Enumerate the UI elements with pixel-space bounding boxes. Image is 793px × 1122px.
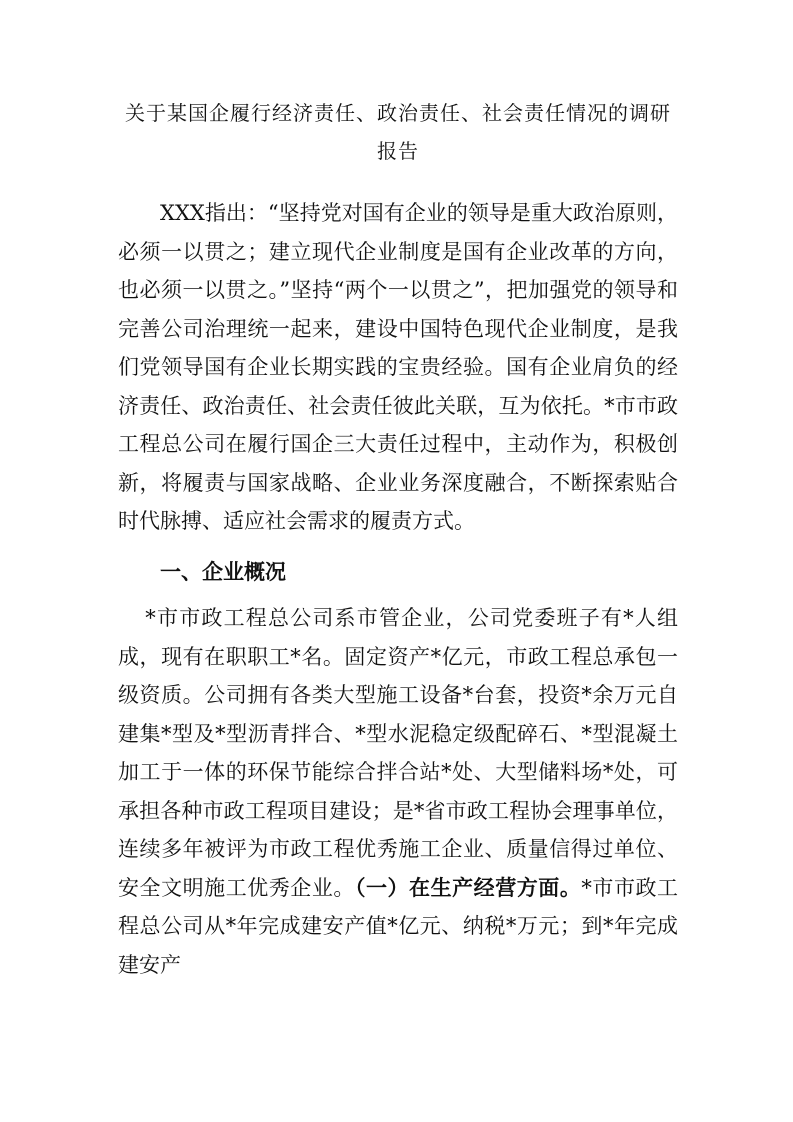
overview-text: *市市政工程总公司系市管企业，公司党委班子有*人组成，现有在职职工*名。固定资产*亿元，市政工程总承包一级资质。公司拥有各类大型施工设备*台套，投资*余万元自建集*型及*型沥青拌合、*型水泥稳定级配碎石、*型混凝土加工于一体的环保节能综合拌合站*处、大型储料场*处，可承担各种市政工程项目建设；是*省市政工程协会理事单位，连续多年被评为市政工程优秀施工企业、质量信得过单位、安全文明施工优秀企业。 xyxy=(118,606,678,900)
overview-paragraph xyxy=(118,599,678,984)
overview-text-continued: *市市政工程总公司从*年完成建安产值*亿元、纳税*万元；到*年完成建安产 xyxy=(118,875,679,977)
subheading-production: （一）在生产经营方面。 xyxy=(354,874,582,900)
title-line-1: 关于某国企履行经济责任、政治责任、社会责任情况的调研 xyxy=(125,101,671,125)
document-body xyxy=(118,194,678,984)
document-title xyxy=(118,94,678,170)
title-line-2: 报告 xyxy=(377,139,419,163)
intro-paragraph: XXX指出：“坚持党对国有企业的领导是重大政治原则，必须一以贯之；建立现代企业制度是国有企业改革的方向，也必须一以贯之。”坚持“两个一以贯之”，把加强党的领导和完善公司治理统一起来，建设中国特色现代企业制度，是我们党领导国有企业长期实践的宝贵经验。国有企业肩负的经济责任、政治责任、社会责任彼此关联，互为依托。*市市政工程总公司在履行国企三大责任过程中，主动作为，积极创新，将履责与国家战略、企业业务深度融合，不断探索贴合时代脉搏、适应社会需求的履责方式。 xyxy=(118,201,678,533)
section-heading-overview: 一、企业概况 xyxy=(160,558,286,584)
